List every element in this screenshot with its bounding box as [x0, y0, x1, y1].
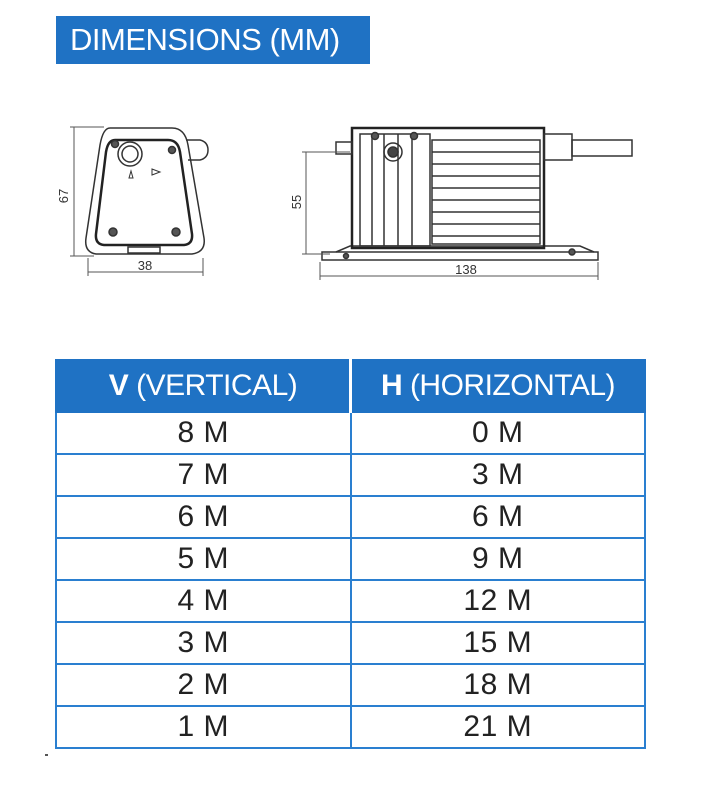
side-view-drawing	[322, 128, 632, 260]
header-vertical	[56, 360, 351, 412]
horizontal-cell: 9 M	[351, 538, 646, 580]
horizontal-cell: 6 M	[351, 496, 646, 538]
horizontal-cell: 12 M	[351, 580, 646, 622]
side-length-label: 138	[455, 262, 477, 277]
table-header-row	[56, 360, 645, 412]
head-distance-table	[55, 359, 646, 749]
dimensions-title: DIMENSIONS (MM)	[70, 22, 340, 57]
header-horizontal-text: (HORIZONTAL)	[402, 369, 616, 402]
front-height-label: 67	[56, 188, 71, 204]
horizontal-cell: 0 M	[351, 412, 646, 454]
table-row	[56, 664, 645, 706]
vertical-cell: 5 M	[56, 538, 351, 580]
pump-technical-drawing	[0, 100, 714, 300]
header-vertical-text: (VERTICAL)	[128, 369, 298, 402]
table-row	[56, 706, 645, 748]
table-row	[56, 454, 645, 496]
vertical-cell: 2 M	[56, 664, 351, 706]
table-row	[56, 580, 645, 622]
table-row	[56, 622, 645, 664]
header-vertical-letter: V	[108, 369, 129, 402]
dimensions-title-banner	[56, 16, 370, 64]
vertical-cell: 1 M	[56, 706, 351, 748]
side-dimension-lines	[302, 152, 598, 280]
vertical-cell: 3 M	[56, 622, 351, 664]
table-row	[56, 496, 645, 538]
table-row	[56, 412, 645, 454]
vertical-cell: 4 M	[56, 580, 351, 622]
side-height-label: 55	[289, 194, 304, 210]
table-row	[56, 538, 645, 580]
stray-mark	[45, 754, 48, 756]
horizontal-cell: 3 M	[351, 454, 646, 496]
horizontal-cell: 21 M	[351, 706, 646, 748]
vertical-cell: 8 M	[56, 412, 351, 454]
header-horizontal-letter: H	[380, 369, 403, 402]
front-view-drawing	[86, 128, 208, 254]
horizontal-cell: 18 M	[351, 664, 646, 706]
horizontal-cell: 15 M	[351, 622, 646, 664]
vertical-cell: 6 M	[56, 496, 351, 538]
vertical-cell: 7 M	[56, 454, 351, 496]
header-horizontal	[351, 360, 646, 412]
front-width-label: 38	[137, 258, 153, 273]
